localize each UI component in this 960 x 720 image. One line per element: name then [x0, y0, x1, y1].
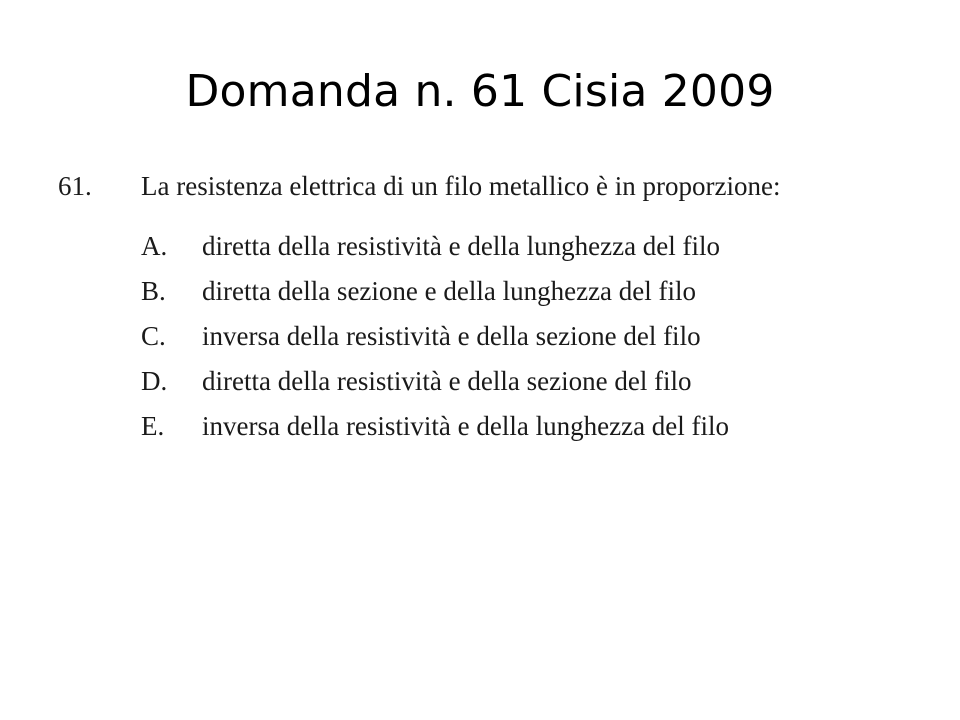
option-text: diretta della sezione e della lunghezza del filo — [202, 276, 697, 306]
question-number: 61. — [58, 171, 92, 201]
option-text: diretta della resistività e della sezione del filo — [202, 366, 692, 396]
option-text: inversa della resistività e della lunghezza del filo — [202, 411, 730, 441]
option-letter: C. — [141, 321, 166, 351]
option-letter: D. — [141, 366, 168, 396]
option-letter: E. — [141, 411, 165, 441]
option-text: diretta della resistività e della lunghezza del filo — [202, 231, 721, 261]
slide-title: Domanda n. 61 Cisia 2009 — [185, 66, 775, 117]
question-text: La resistenza elettrica di un filo metallico è in proporzione: — [141, 171, 781, 201]
option-text: inversa della resistività e della sezione del filo — [202, 321, 701, 351]
option-letter: B. — [141, 276, 166, 306]
option-letter: A. — [141, 231, 168, 261]
